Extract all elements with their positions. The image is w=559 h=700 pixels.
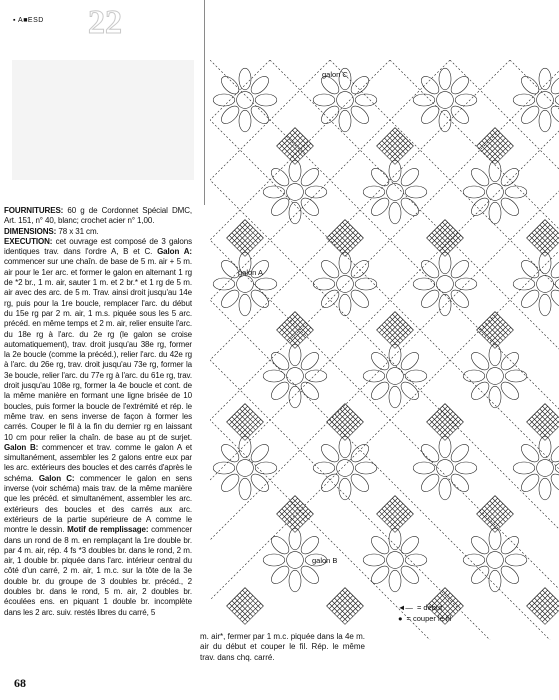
flower-motif-5-petal [368, 165, 392, 189]
flower-motif-19-petal [368, 533, 392, 557]
flower-motif-10-center [537, 276, 554, 293]
flower-motif-3-petal [539, 68, 551, 90]
flower-motif-18-petal [289, 528, 301, 550]
square-motif-5-hatch [429, 235, 447, 253]
galon-a-label: Galon A: [157, 247, 192, 257]
flower-motif-20-petal [468, 563, 492, 587]
flower-motif-17-petal [513, 462, 535, 474]
flower-motif-2-petal [439, 110, 451, 132]
flower-motif-6-petal [489, 202, 501, 224]
square-motif-15-hatch [379, 511, 397, 529]
crochet-diagram [210, 60, 559, 640]
dimensions-text: 78 x 31 cm. [56, 226, 99, 236]
page-number: 68 [14, 676, 26, 690]
flower-motif-4-petal [268, 165, 292, 189]
flower-motif-15-petal [355, 462, 377, 474]
flower-motif-13-petal [498, 349, 522, 373]
flower-motif-6-petal [489, 160, 501, 182]
flower-motif-13-petal [468, 379, 492, 403]
legend-start-label: = début [416, 603, 443, 612]
flower-motif-14-petal [218, 471, 242, 495]
flower-motif-0-petal [255, 94, 277, 106]
flower-motif-8-petal [318, 287, 342, 311]
flower-motif-8-petal [355, 278, 377, 290]
flower-motif-12-petal [389, 386, 401, 408]
flower-motif-16-petal [448, 471, 472, 495]
flower-motif-18-petal [298, 563, 322, 587]
lattice-line [210, 60, 559, 640]
flower-motif-20-center [487, 552, 504, 569]
flower-motif-9-petal [418, 257, 442, 281]
flower-motif-7-petal [213, 278, 235, 290]
flower-motif-0-petal [218, 73, 242, 97]
flower-motif-4-petal [268, 195, 292, 219]
flower-motif-4-petal [298, 195, 322, 219]
square-motif-20-hatch [529, 603, 547, 621]
flower-motif-1-petal [355, 94, 377, 106]
flower-motif-13-petal [463, 370, 485, 382]
flower-motif-7-petal [248, 287, 272, 311]
flower-motif-0-petal [218, 103, 242, 127]
flower-motif-5-petal [398, 195, 422, 219]
flower-motif-3-petal [513, 94, 535, 106]
lattice-line [210, 60, 559, 640]
square-motif-16-hatch [479, 511, 497, 529]
square-motif-17-hatch [229, 603, 247, 621]
label-galon-c: galon C [322, 70, 348, 79]
flower-motif-2-petal [455, 94, 477, 106]
dot-icon: ● [398, 614, 403, 623]
flower-motif-15-petal [318, 471, 342, 495]
flower-motif-2-petal [418, 73, 442, 97]
flower-motif-18-petal [263, 554, 285, 566]
faded-page-number: 22 [88, 4, 122, 41]
flower-motif-0-center [237, 92, 254, 109]
flower-motif-16-center [437, 460, 454, 477]
flower-motif-6-center [487, 184, 504, 201]
flower-motif-19-petal [389, 570, 401, 592]
flower-motif-1-petal [348, 73, 372, 97]
galon-a-text: commencer sur une chaîn. de base de 5 m. air + 5 m. air pour le 1er arc. et former le galon en alternant 1 rg de *2 br., 1 m. air, sauter 1 m. et 2 br.* et 1 rg de 5 m. air avec des arc. de 5 m. Trav. ainsi droit jusqu'au 14e rg, puis pour la 1re boucle, remplacer l'arc. du début du 15e rg par 2 m. air, 1 m.s. piquée sous les 5 arc. précéd. en même temps et 2 m. air, relier ensuite l'arc. du 18e rg à l'arc. du 2e rg (le galon se croise automatiquement), trav. droit jusqu'au 38e rg, former la 2e boucle (comme la précéd.), relier l'arc. du 42e rg à l'arc. du 26e rg, trav. droit jusqu'au 73e rg, former la 3e boucle, relier l'arc. du 77e rg à l'arc. du 61e rg, trav. droit jusqu'au 108e rg, former la 4e boucle et cont. de la même manière en formant une ligne brisée de 10 boucles, puis former la boucle de l'extrémité et rép. le même trav. en sens inverse de façon à former les carrés. Couper le fil à la fin du dernier rg en laissant 10 cm pour relier la chaîn. de base au pt de surjet. [4, 257, 192, 442]
flower-motif-7-center [237, 276, 254, 293]
flower-motif-9-center [437, 276, 454, 293]
flower-motif-11-petal [268, 349, 292, 373]
galon-c-label: Galon C: [38, 473, 75, 483]
lattice-line [210, 60, 559, 640]
flower-motif-17-petal [518, 441, 542, 465]
flower-motif-11-petal [305, 370, 327, 382]
galon-c-text: commencer le galon en sens inverse (voir schéma) mais trav. de la même manière que les précéd. et simultanément, assembler les arc. extérieurs des boucles et des carrés aux arc. extérieurs de la partie supérieure de A comme le montre le dessin. [4, 473, 192, 535]
flower-motif-8-petal [348, 287, 372, 311]
flower-motif-19-petal [405, 554, 427, 566]
lattice-line [210, 60, 559, 640]
flower-motif-1-petal [313, 94, 335, 106]
motif-label: Motif de remplissage: [67, 525, 149, 535]
fournitures-label: FOURNITURES: [4, 206, 64, 215]
flower-motif-14-petal [248, 471, 272, 495]
flower-motif-14-center [237, 460, 254, 477]
flower-motif-8-center [337, 276, 354, 293]
continuation-text: m. air*, fermer par 1 m.c. piquée dans la 4e m. air du début et couper le fil. Rép. le même trav. dans chq. carré. [200, 632, 365, 662]
lattice-line [210, 60, 270, 640]
lattice-line [210, 60, 510, 640]
flower-motif-10-petal [513, 278, 535, 290]
flower-motif-16-petal [455, 462, 477, 474]
flower-motif-20-petal [489, 528, 501, 550]
legend-cut [398, 614, 451, 623]
galon-b-text: commencer et trav. comme le galon A et simultanément, assembler les 2 galons entre eux par les arc. extérieurs des boucles et des carrés d'après le schéma. [4, 442, 192, 483]
lattice-line [210, 60, 559, 640]
flower-motif-6-petal [505, 186, 527, 198]
lattice-line [210, 60, 490, 640]
flower-motif-9-petal [418, 287, 442, 311]
flower-motif-12-petal [398, 349, 422, 373]
flower-motif-8-petal [313, 278, 335, 290]
flower-motif-11-petal [289, 344, 301, 366]
galon-b-label: Galon B: [4, 442, 39, 452]
flower-motif-8-petal [348, 257, 372, 281]
flower-motif-20-petal [498, 533, 522, 557]
flower-motif-19-petal [389, 528, 401, 550]
flower-motif-1-center [337, 92, 354, 109]
flower-motif-11-petal [298, 379, 322, 403]
flower-motif-7-petal [239, 294, 251, 316]
flower-motif-19-petal [363, 554, 385, 566]
lattice-line [450, 60, 559, 640]
execution-label: EXECUTION: [4, 236, 53, 246]
flower-motif-6-petal [468, 195, 492, 219]
flower-motif-12-petal [398, 379, 422, 403]
flower-motif-18-center [287, 552, 304, 569]
flower-motif-9-petal [439, 252, 451, 274]
flower-motif-16-petal [418, 441, 442, 465]
flower-motif-14-petal [213, 462, 235, 474]
flower-motif-18-petal [298, 533, 322, 557]
flower-motif-6-petal [498, 195, 522, 219]
flower-motif-19-petal [398, 563, 422, 587]
flower-motif-3-petal [518, 103, 542, 127]
flower-motif-19-petal [398, 533, 422, 557]
flower-motif-11-petal [298, 349, 322, 373]
square-motif-6-hatch [529, 235, 547, 253]
square-motif-4-hatch [329, 235, 347, 253]
flower-motif-14-petal [255, 462, 277, 474]
flower-motif-4-petal [298, 165, 322, 189]
series-header: ▪ A■ESD [13, 17, 44, 24]
square-motif-0-hatch [279, 143, 297, 161]
flower-motif-20-petal [498, 563, 522, 587]
label-galon-a: galon A [238, 268, 264, 277]
square-motif-14-hatch [279, 511, 297, 529]
square-motif-13-hatch [529, 419, 547, 437]
lattice-line [210, 60, 559, 640]
square-motif-3-hatch [227, 220, 245, 238]
flower-motif-9-petal [439, 294, 451, 316]
flower-motif-16-petal [448, 441, 472, 465]
flower-motif-4-petal [305, 186, 327, 198]
flower-motif-7-petal [218, 287, 242, 311]
square-motif-2-hatch [479, 143, 497, 161]
flower-motif-4-petal [263, 186, 285, 198]
flower-motif-8-petal [318, 257, 342, 281]
legend-cut-label: = couper le fil [406, 614, 452, 623]
arrow-left-icon: ◄— [398, 603, 413, 612]
flower-motif-18-petal [289, 570, 301, 592]
flower-motif-0-petal [248, 103, 272, 127]
flower-motif-13-petal [505, 370, 527, 382]
flower-motif-3-petal [555, 94, 559, 106]
square-motif-18-hatch [329, 603, 347, 621]
flower-motif-5-petal [389, 202, 401, 224]
flower-motif-0-petal [248, 73, 272, 97]
flower-motif-12-petal [368, 379, 392, 403]
lattice-line [210, 60, 450, 640]
flower-motif-15-petal [318, 441, 342, 465]
flower-motif-15-petal [348, 471, 372, 495]
lattice-line [210, 60, 559, 640]
lattice-line [390, 60, 559, 640]
flower-motif-13-petal [468, 349, 492, 373]
flower-motif-14-petal [239, 478, 251, 500]
flower-motif-1-petal [339, 110, 351, 132]
lattice-line [510, 60, 559, 640]
label-galon-b: galon B [312, 556, 338, 565]
flower-motif-12-petal [405, 370, 427, 382]
flower-motif-2-petal [448, 73, 472, 97]
square-motif-7-hatch [279, 327, 297, 345]
flower-motif-13-petal [489, 344, 501, 366]
flower-motif-1-petal [318, 103, 342, 127]
flower-motif-17-petal [555, 462, 559, 474]
flower-motif-14-petal [239, 436, 251, 458]
flower-motif-3-petal [518, 73, 542, 97]
flower-motif-15-center [337, 460, 354, 477]
lattice-line [210, 60, 559, 640]
flower-motif-18-petal [268, 563, 292, 587]
flower-motif-4-petal [289, 202, 301, 224]
flower-motif-13-petal [489, 386, 501, 408]
flower-motif-10-petal [518, 287, 542, 311]
flower-motif-2-petal [448, 103, 472, 127]
flower-motif-2-petal [413, 94, 435, 106]
flower-motif-4-center [287, 184, 304, 201]
legend-start [398, 603, 442, 612]
flower-motif-12-petal [363, 370, 385, 382]
flower-motif-10-petal [539, 294, 551, 316]
fournitures-text: 60 g de Cordonnet Spécial DMC, Art. 151, n° 40, blanc; crochet acier n° 1,00. [4, 206, 192, 226]
flower-motif-3-center [537, 92, 554, 109]
square-motif-3-hatch [229, 235, 247, 253]
flower-motif-5-petal [405, 186, 427, 198]
flower-motif-6-petal [468, 165, 492, 189]
flower-motif-9-petal [448, 257, 472, 281]
square-motif-10-hatch [229, 419, 247, 437]
flower-motif-13-center [487, 368, 504, 385]
flower-motif-7-petal [255, 278, 277, 290]
flower-motif-17-center [537, 460, 554, 477]
dimensions-label: DIMENSIONS: [4, 226, 57, 236]
flower-motif-8-petal [339, 252, 351, 274]
square-motif-9-hatch [479, 327, 497, 345]
flower-motif-20-petal [505, 554, 527, 566]
flower-motif-5-petal [368, 195, 392, 219]
flower-motif-1-petal [348, 103, 372, 127]
flower-motif-12-center [387, 368, 404, 385]
flower-motif-18-petal [268, 533, 292, 557]
flower-motif-15-petal [313, 462, 335, 474]
flower-motif-13-petal [498, 379, 522, 403]
flower-motif-10-petal [555, 278, 559, 290]
flower-motif-16-petal [418, 471, 442, 495]
flower-motif-20-petal [468, 533, 492, 557]
flower-motif-6-petal [498, 165, 522, 189]
flower-motif-16-petal [413, 462, 435, 474]
flower-motif-14-petal [248, 441, 272, 465]
column-divider [204, 0, 205, 205]
instructions-text [4, 206, 192, 618]
flower-motif-10-petal [518, 257, 542, 281]
flower-motif-17-petal [539, 478, 551, 500]
flower-motif-3-petal [539, 110, 551, 132]
flower-motif-15-petal [348, 441, 372, 465]
flower-motif-11-petal [268, 379, 292, 403]
flower-motif-0-petal [239, 110, 251, 132]
flower-motif-2-center [437, 92, 454, 109]
flower-motif-19-center [387, 552, 404, 569]
flower-motif-0-petal [213, 94, 235, 106]
flower-motif-16-petal [439, 436, 451, 458]
flower-motif-8-petal [339, 294, 351, 316]
lattice-line [270, 60, 559, 640]
flower-motif-19-petal [368, 563, 392, 587]
flower-motif-5-center [387, 184, 404, 201]
flower-motif-4-petal [289, 160, 301, 182]
flower-motif-2-petal [439, 68, 451, 90]
flower-motif-15-petal [339, 478, 351, 500]
flower-motif-17-petal [539, 436, 551, 458]
flower-motif-16-petal [439, 478, 451, 500]
flower-motif-2-petal [418, 103, 442, 127]
flower-motif-0-petal [239, 68, 251, 90]
flower-motif-9-petal [413, 278, 435, 290]
motif-text: commencer dans un rond de 8 m. en remplaçant la 1re double br. par 4 m. air, rép. 4 fs *3 doubles br. dans le rond, 2 m. air, 1 double br. piquée dans l'arc. intérieur central du côté d'un carré, 2 m. air, 1 m.c. sur la tôte de la 3e double br. du groupe de 3 doubles br. précéd., 2 doubles br. dans le rond, 5 m. air, 2 doubles br. écoulées ens. en piquant 1 double br. incomplète dans les 2 arc. suiv. restés libres du carré, 5 [4, 525, 193, 617]
faded-photo-block [12, 60, 194, 180]
lattice-line [330, 60, 559, 640]
flower-motif-14-petal [218, 441, 242, 465]
square-motif-1-hatch [379, 143, 397, 161]
flower-motif-11-center [287, 368, 304, 385]
square-motif-12-hatch [429, 419, 447, 437]
flower-motif-17-petal [518, 471, 542, 495]
square-motif-8-hatch [379, 327, 397, 345]
execution-text: cet ouvrage est composé de 3 galons identiques trav. dans l'ordre A, B et C. [4, 236, 192, 257]
